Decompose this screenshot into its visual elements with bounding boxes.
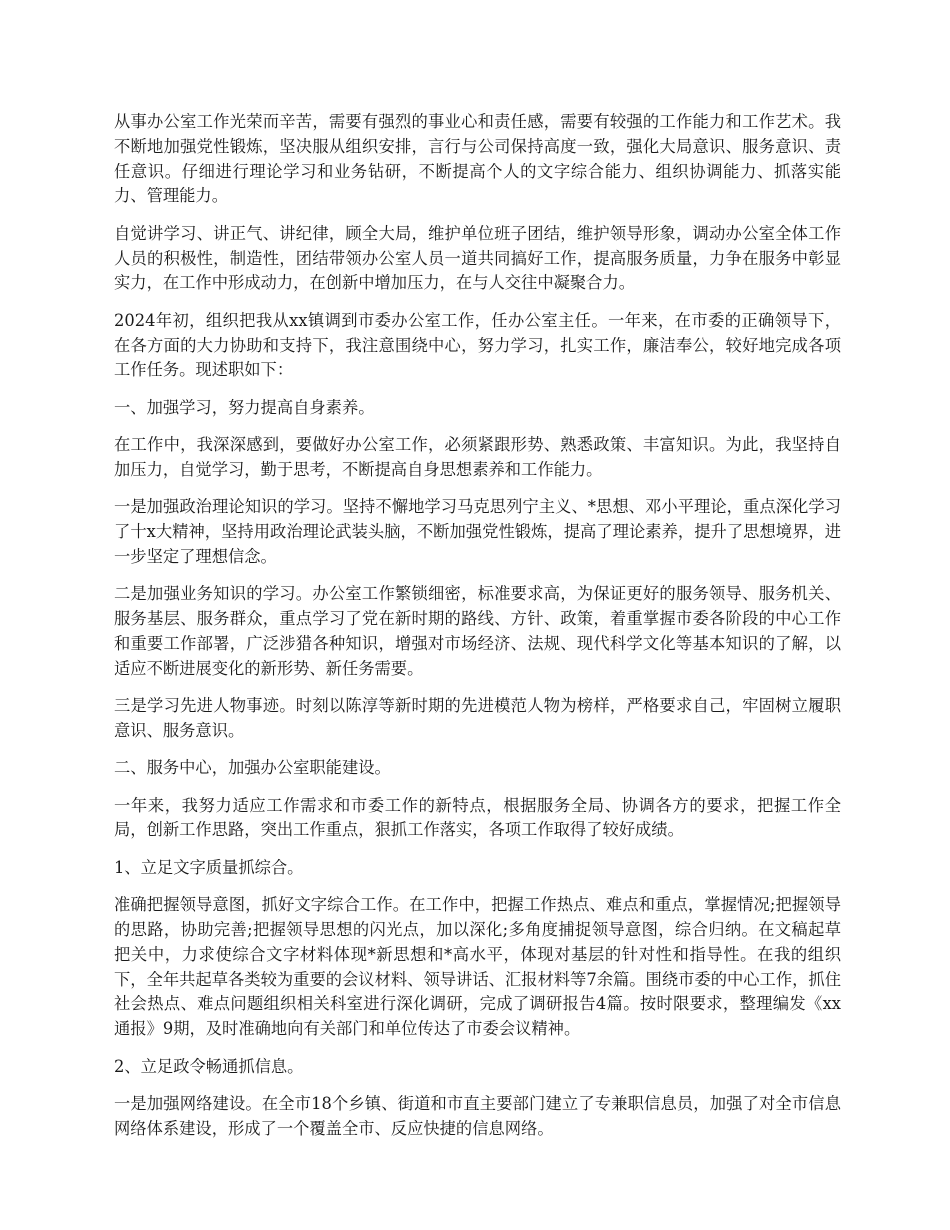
paragraph: 准确把握领导意图，抓好文字综合工作。在工作中，把握工作热点、难点和重点，掌握情况;把握领导的思路，协助完善;把握领导思想的闪光点，加以深化;多角度捕捉领导意图，综合归纳。在文稿起草把关中，力求使综合文字材料体现*新思想和*高水平，体现对基层的针对性和指导性。在我的组织下，全年共起草各类较为重要的会议材料、领导讲话、汇报材料等7余篇。围绕市委的中心工作，抓住社会热点、难点问题组织相关科室进行深化调研，完成了调研报告4篇。按时限要求，整理编发《xx通报》9期，及时准确地向有关部门和单位传达了市委会议精神。 (114, 895, 841, 1039)
paragraph: 从事办公室工作光荣而辛苦，需要有强烈的事业心和责任感，需要有较强的工作能力和工作艺术。我不断地加强党性锻炼，坚决服从组织安排，言行与公司保持高度一致，强化大局意识、服务意识、责任意识。仔细进行理论学习和业务钻研，不断提高个人的文字综合能力、组织协调能力、抓落实能力、管理能力。 (114, 112, 841, 206)
paragraph: 一是加强网络建设。在全市18个乡镇、街道和市直主要部门建立了专兼职信息员，加强了对全市信息网络体系建设，形成了一个覆盖全市、反应快捷的信息网络。 (114, 1094, 841, 1138)
paragraph: 一年来，我努力适应工作需求和市委工作的新特点，根据服务全局、协调各方的要求，把握工作全局，创新工作思路，突出工作重点，狠抓工作落实，各项工作取得了较好成绩。 (114, 795, 841, 840)
paragraph: 三是学习先进人物事迹。时刻以陈淳等新时期的先进模范人物为榜样，严格要求自己，牢固树立履职意识、服务意识。 (114, 696, 841, 740)
paragraph: 2024年初，组织把我从xx镇调到市委办公室工作，任办公室主任。一年来，在市委的正确领导下，在各方面的大力协助和支持下，我注意围绕中心，努力学习，扎实工作，廉洁奉公，较好地完成各项工作任务。现述职如下： (114, 310, 841, 380)
paragraph: 在工作中，我深深感到，要做好办公室工作，必须紧跟形势、熟悉政策、丰富知识。为此，我坚持自加压力，自觉学习，勤于思考，不断提高自身思想素养和工作能力。 (114, 435, 841, 479)
subsection-heading: 1、立足文字质量抓综合。 (114, 857, 304, 877)
document-body (114, 110, 841, 1154)
section-heading: 二、服务中心，加强办公室职能建设。 (114, 758, 391, 778)
section-heading: 一、加强学习，努力提高自身素养。 (114, 397, 375, 417)
paragraph: 自觉讲学习、讲正气、讲纪律，顾全大局，维护单位班子团结，维护领导形象，调动办公室全体工作人员的积极性，制造性，团结带领办公室人员一道共同搞好工作，提高服务质量，力争在服务中彰显实力，在工作中形成动力，在创新中增加压力，在与人交往中凝聚合力。 (114, 223, 841, 293)
subsection-heading: 2、立足政令畅通抓信息。 (114, 1056, 304, 1076)
paragraph: 二是加强业务知识的学习。办公室工作繁锁细密，标准要求高，为保证更好的服务领导、服务机关、服务基层、服务群众，重点学习了党在新时期的路线、方针、政策，着重掌握市委各阶段的中心工作和重要工作部署，广泛涉猎各种知识，增强对市场经济、法规、现代科学文化等基本知识的了解，以适应不断进展变化的新形势、新任务需要。 (114, 584, 841, 678)
paragraph: 一是加强政治理论知识的学习。坚持不懈地学习马克思列宁主义、*思想、邓小平理论，重点深化学习了十x大精神，坚持用政治理论武装头脑，不断加强党性锻炼，提高了理论素养，提升了思想境界，进一步坚定了理想信念。 (114, 497, 841, 566)
